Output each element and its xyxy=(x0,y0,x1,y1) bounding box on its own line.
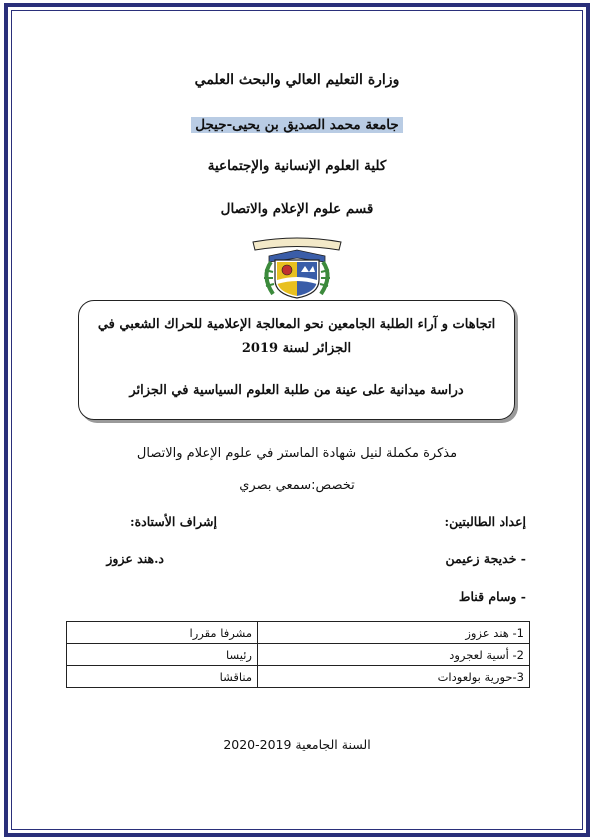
faculty-name: كلية العلوم الإنسانية والإجتماعية xyxy=(207,158,387,174)
jury-member-name: 2- أسية لعجرود xyxy=(258,644,530,666)
academic-year: السنة الجامعية 2019-2020 xyxy=(223,737,371,752)
ministry-name: وزارة التعليم العالي والبحث العلمي xyxy=(194,72,400,88)
jury-member-name: 1- هند عزوز xyxy=(258,622,530,644)
thesis-title-box xyxy=(78,300,515,420)
students-label: إعداد الطالبتين: xyxy=(444,514,526,529)
table-row xyxy=(67,666,530,688)
supervisor-label: إشراف الأستادة: xyxy=(129,514,217,529)
jury-member-role: رئيسا xyxy=(67,644,258,666)
student-name: - خديجة زعيمن xyxy=(445,551,526,566)
specialty: تخصص:سمعي بصري xyxy=(239,478,355,493)
student-name: - وسام قناط xyxy=(458,589,526,604)
degree-statement: مذكرة مكملة لنيل شهادة الماستر في علوم الإعلام والاتصال xyxy=(136,446,458,461)
jury-table xyxy=(66,621,530,688)
department-name: قسم علوم الإعلام والاتصال xyxy=(220,201,374,217)
jury-member-role: مناقشا xyxy=(67,666,258,688)
thesis-subtitle: دراسة ميدانية على عينة من طلبة العلوم السياسية في الجزائر xyxy=(129,383,464,398)
page-border-inner xyxy=(11,10,583,830)
jury-member-name: 3-حورية بولعودات xyxy=(258,666,530,688)
university-crest-icon xyxy=(247,236,347,300)
supervisor-name: د.هند عزوز xyxy=(106,551,164,566)
university-name-text: جامعة محمد الصديق بن يحيى-جيجل xyxy=(191,117,403,133)
university-name xyxy=(80,117,514,133)
table-row xyxy=(67,622,530,644)
thesis-title: اتجاهات و آراء الطلبة الجامعين نحو المعالجة الإعلامية للحراك الشعبي في الجزائر لسنة 2019 xyxy=(97,317,496,356)
table-row xyxy=(67,644,530,666)
jury-member-role: مشرفا مقررا xyxy=(67,622,258,644)
